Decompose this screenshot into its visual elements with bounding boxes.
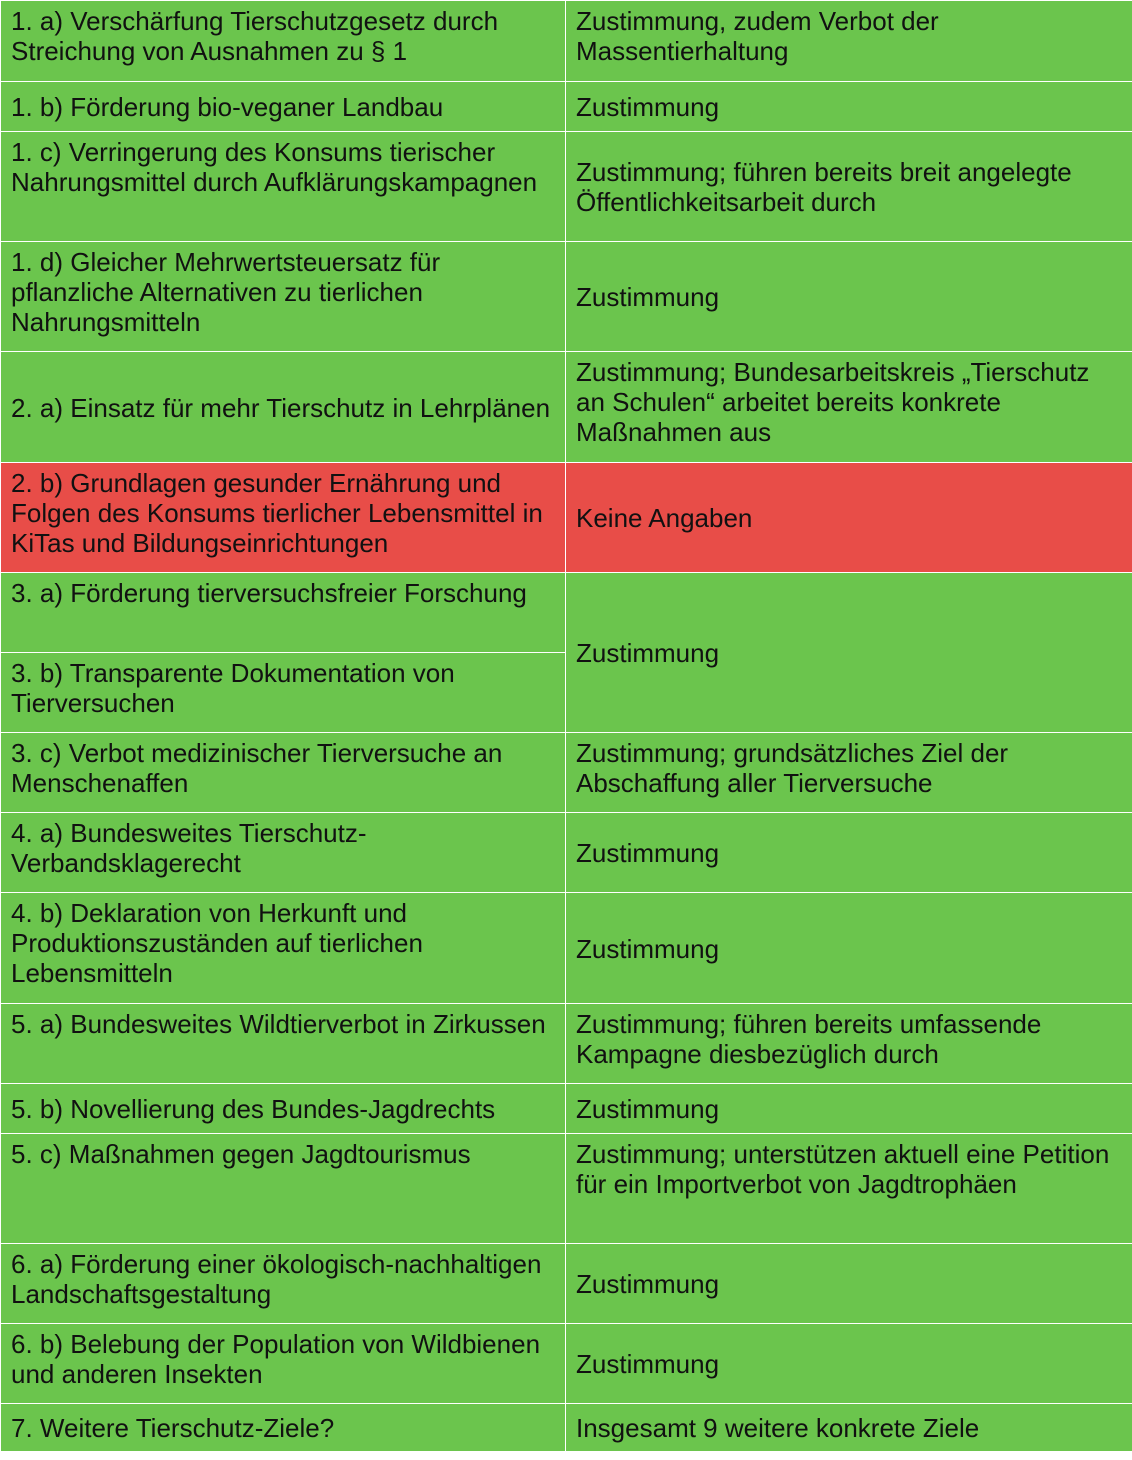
answer-cell: Zustimmung — [566, 573, 1132, 733]
answer-cell: Keine Angaben — [566, 463, 1132, 573]
table-row — [1, 1404, 1132, 1452]
table-row — [1, 132, 1132, 242]
table-row — [1, 242, 1132, 352]
answer-cell: Zustimmung; grundsätzliches Ziel der Abschaffung aller Tierversuche — [566, 733, 1132, 813]
answer-cell: Zustimmung; führen bereits breit angelegte Öffentlichkeitsarbeit durch — [566, 132, 1132, 242]
table-row — [1, 1, 1132, 82]
demand-cell: 3. c) Verbot medizinischer Tierversuche an Menschenaffen — [1, 733, 566, 813]
demand-cell: 7. Weitere Tierschutz-Ziele? — [1, 1404, 566, 1452]
answer-cell: Zustimmung; unterstützen aktuell eine Petition für ein Importverbot von Jagdtrophäen — [566, 1134, 1132, 1244]
answer-cell: Zustimmung — [566, 893, 1132, 1004]
demand-cell: 3. b) Transparente Dokumentation von Tierversuchen — [1, 653, 566, 733]
demand-cell: 6. b) Belebung der Population von Wildbienen und anderen Insekten — [1, 1324, 566, 1404]
answer-cell: Zustimmung; führen bereits umfassende Kampagne diesbezüglich durch — [566, 1004, 1132, 1084]
answer-cell: Zustimmung, zudem Verbot der Massentierhaltung — [566, 1, 1132, 82]
table-row — [1, 82, 1132, 132]
demand-cell: 6. a) Förderung einer ökologisch-nachhaltigen Landschaftsgestaltung — [1, 1244, 566, 1324]
demand-cell: 1. d) Gleicher Mehrwertsteuersatz für pflanzliche Alternativen zu tierlichen Nahrungsmitteln — [1, 242, 566, 352]
table-row — [1, 893, 1132, 1004]
answer-cell: Zustimmung; Bundesarbeitskreis „Tierschutz an Schulen“ arbeitet bereits konkrete Maßnahmen aus — [566, 352, 1132, 463]
table-row — [1, 352, 1132, 463]
demand-cell: 2. b) Grundlagen gesunder Ernährung und Folgen des Konsums tierlicher Lebensmittel in KiTas und Bildungseinrichtungen — [1, 463, 566, 573]
demand-cell: 3. a) Förderung tierversuchsfreier Forschung — [1, 573, 566, 653]
table-row — [1, 1244, 1132, 1324]
answer-cell: Zustimmung — [566, 1324, 1132, 1404]
demand-cell: 1. c) Verringerung des Konsums tierischer Nahrungsmittel durch Aufklärungskampagnen — [1, 132, 566, 242]
demand-cell: 1. a) Verschärfung Tierschutzgesetz durch Streichung von Ausnahmen zu § 1 — [1, 1, 566, 82]
demand-cell: 5. c) Maßnahmen gegen Jagdtourismus — [1, 1134, 566, 1244]
answer-cell: Zustimmung — [566, 1244, 1132, 1324]
demand-cell: 2. a) Einsatz für mehr Tierschutz in Lehrplänen — [1, 352, 566, 463]
table-row — [1, 1004, 1132, 1084]
demand-cell: 5. a) Bundesweites Wildtierverbot in Zirkussen — [1, 1004, 566, 1084]
table-row — [1, 813, 1132, 893]
table-row — [1, 1324, 1132, 1404]
answer-cell: Zustimmung — [566, 813, 1132, 893]
table-row — [1, 1084, 1132, 1134]
demand-cell: 4. b) Deklaration von Herkunft und Produktionszuständen auf tierlichen Lebensmitteln — [1, 893, 566, 1004]
table-row — [1, 1134, 1132, 1244]
demand-cell: 5. b) Novellierung des Bundes-Jagdrechts — [1, 1084, 566, 1134]
table-row — [1, 573, 1132, 653]
table-row — [1, 733, 1132, 813]
answer-cell: Zustimmung — [566, 82, 1132, 132]
answer-cell: Insgesamt 9 weitere konkrete Ziele — [566, 1404, 1132, 1452]
demand-cell: 4. a) Bundesweites Tierschutz-Verbandsklagerecht — [1, 813, 566, 893]
demand-cell: 1. b) Förderung bio-veganer Landbau — [1, 82, 566, 132]
table-row-highlight — [1, 463, 1132, 573]
answer-cell: Zustimmung — [566, 242, 1132, 352]
answer-cell: Zustimmung — [566, 1084, 1132, 1134]
